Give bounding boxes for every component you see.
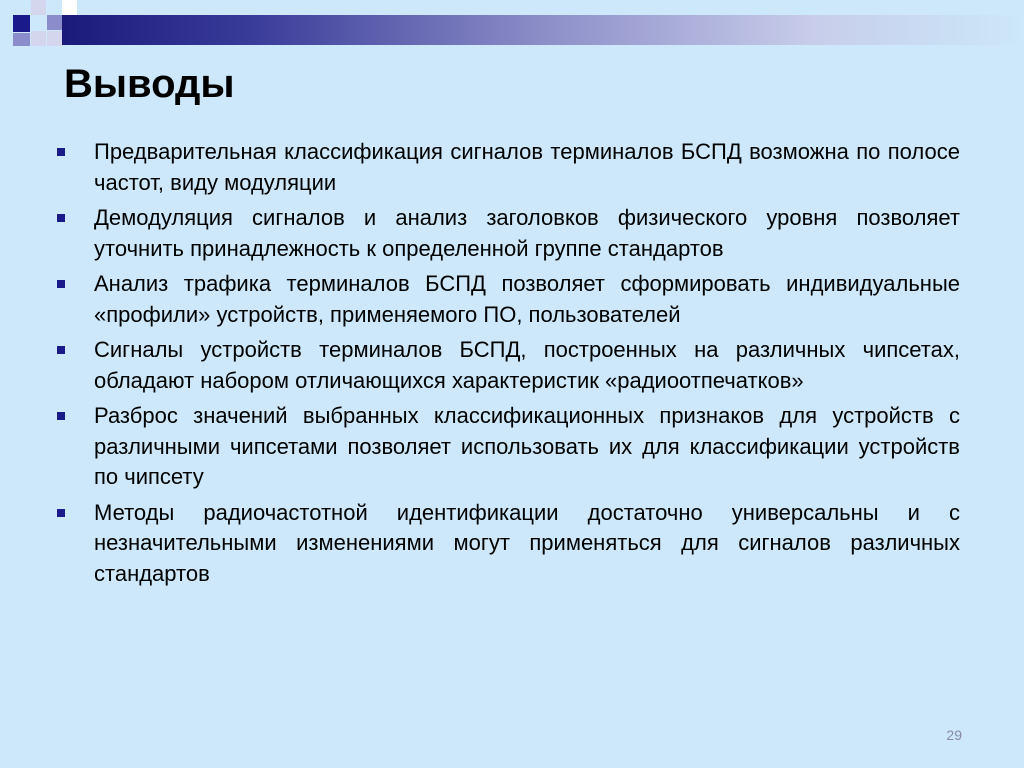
list-item xyxy=(50,137,960,198)
bullet-text: Сигналы устройств терминалов БСПД, построенных на различных чипсетах, обладают набором отличающихся характеристик «радиоотпечатков» xyxy=(94,337,960,393)
decorative-square xyxy=(47,31,62,46)
decorative-square xyxy=(13,15,30,32)
square-bullet-icon xyxy=(57,280,65,288)
bullet-text: Предварительная классификация сигналов терминалов БСПД возможна по полосе частот, виду модуляции xyxy=(94,139,960,195)
square-bullet-icon xyxy=(57,412,65,420)
bullet-text: Анализ трафика терминалов БСПД позволяет сформировать индивидуальные «профили» устройств, применяемого ПО, пользователей xyxy=(94,271,960,327)
decorative-square xyxy=(31,31,46,46)
square-bullet-icon xyxy=(57,509,65,517)
list-item xyxy=(50,498,960,590)
header-gradient-bar xyxy=(62,15,1024,45)
decorative-square xyxy=(62,0,77,15)
square-bullet-icon xyxy=(57,346,65,354)
list-item xyxy=(50,269,960,330)
list-item xyxy=(50,335,960,396)
bullet-text: Демодуляция сигналов и анализ заголовков физического уровня позволяет уточнить принадлежность к определенной группе стандартов xyxy=(94,205,960,261)
bullet-list xyxy=(50,137,960,594)
slide-title: Выводы xyxy=(64,62,235,106)
list-item xyxy=(50,401,960,493)
decorative-square xyxy=(13,33,30,46)
bullet-text: Методы радиочастотной идентификации достаточно универсальны и с незначительными изменениями могут применяться для сигналов различных стандартов xyxy=(94,499,960,586)
list-item xyxy=(50,203,960,264)
decorative-square xyxy=(31,0,46,15)
decorative-square xyxy=(47,15,62,30)
page-number: 29 xyxy=(946,727,962,743)
bullet-text: Разброс значений выбранных классификационных признаков для устройств с различными чипсетами позволяет использовать их для классификации устройств по чипсету xyxy=(94,403,960,489)
square-bullet-icon xyxy=(57,148,65,156)
square-bullet-icon xyxy=(57,214,65,222)
